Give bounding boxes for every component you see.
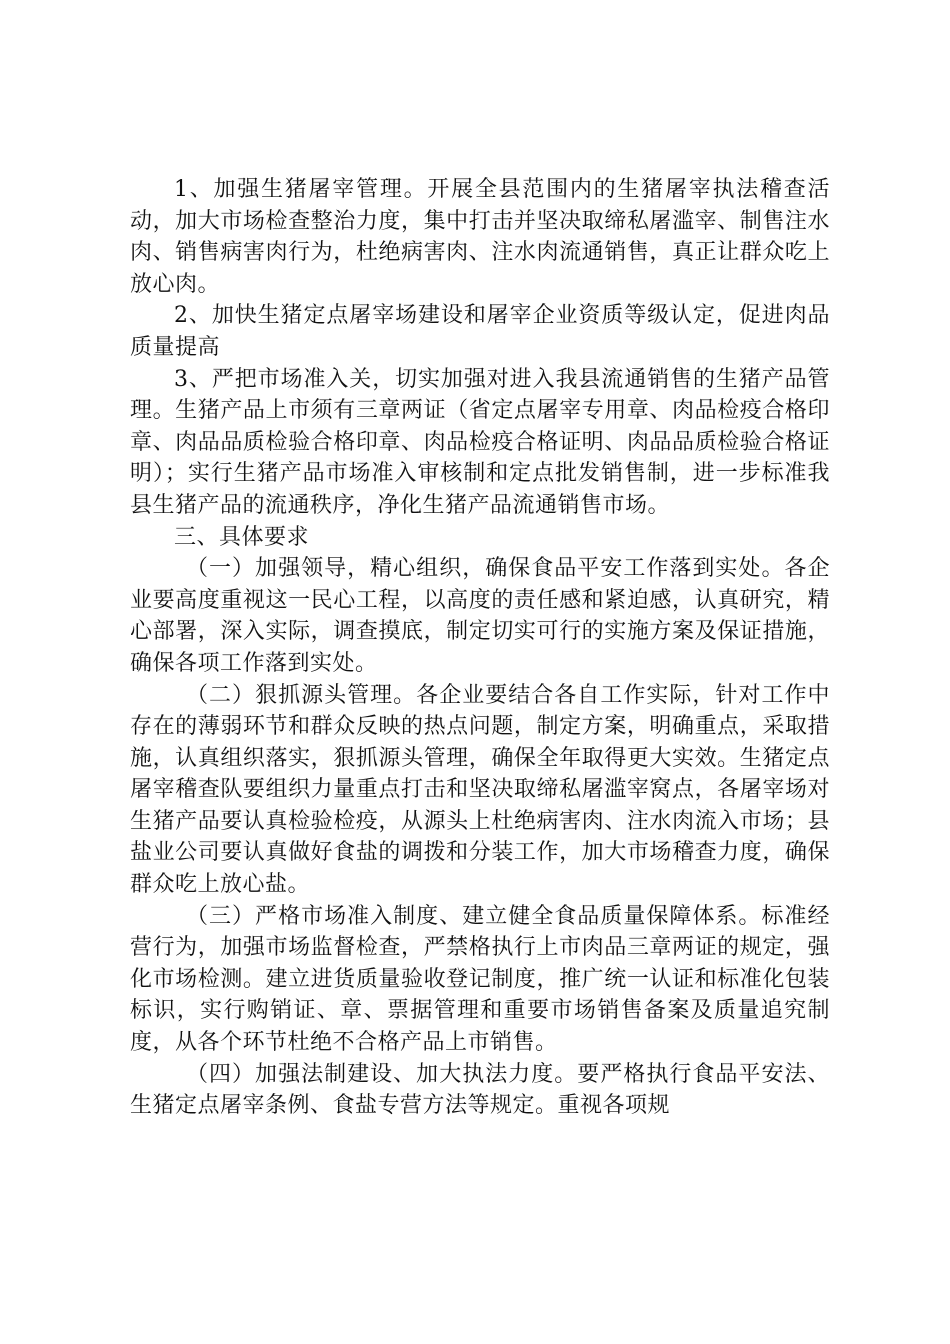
document-body (130, 174, 830, 1122)
paragraph-source-management: （二）狠抓源头管理。各企业要结合各自工作实际，针对工作中存在的薄弱环节和群众反映的热点问题，制定方案，明确重点，采取措施，认真组织落实，狠抓源头管理，确保全年取得更大实效。生猪定点屠宰稽查队要组织力量重点打击和坚决取缔私屠滥宰窝点，各屠宰场对生猪产品要认真检验检疫，从源头上杜绝病害肉、注水肉流入市场；县盐业公司要认真做好食盐的调拨和分装工作，加大市场稽查力度，确保群众吃上放心盐。 (130, 682, 830, 898)
section-heading-specific-requirements: 三、具体要求 (174, 524, 310, 550)
paragraph-market-access: 3、严把市场准入关，切实加强对进入我县流通销售的生猪产品管理。生猪产品上市须有三章两证（省定点屠宰专用章、肉品检疫合格印章、肉品品质检验合格印章、肉品检疫合格证明、肉品品质检验合格证明）；实行生猪产品市场准入审核制和定点批发销售制，进一步标准我县生猪产品的流通秩序，净化生猪产品流通销售市场。 (130, 366, 830, 518)
paragraph-market-access-system: （三）严格市场准入制度、建立健全食品质量保障体系。标准经营行为，加强市场监督检查，严禁格执行上市肉品三章两证的规定，强化市场检测。建立进货质量验收登记制度，推广统一认证和标准化包装标识，实行购销证、章、票据管理和重要市场销售备案及质量追究制度，从各个环节杜绝不合格产品上市销售。 (130, 903, 830, 1056)
paragraph-strengthen-leadership: （一）加强领导，精心组织，确保食品平安工作落到实处。各企业要高度重视这一民心工程，以高度的责任感和紧迫感，认真研究，精心部署，深入实际，调查摸底，制定切实可行的实施方案及保证措施，确保各项工作落到实处。 (130, 556, 830, 676)
paragraph-slaughterhouse-construction: 2、加快生猪定点屠宰场建设和屠宰企业资质等级认定，促进肉品质量提高 (130, 303, 830, 360)
paragraph-pig-slaughter-management: 1、加强生猪屠宰管理。开展全县范围内的生猪屠宰执法稽查活动，加大市场检查整治力度，集中打击并坚决取缔私屠滥宰、制售注水肉、销售病害肉行为，杜绝病害肉、注水肉流通销售，真正让群众吃上放心肉。 (130, 177, 830, 297)
paragraph-legal-enforcement: （四）加强法制建设、加大执法力度。要严格执行食品平安法、生猪定点屠宰条例、食盐专营方法等规定。重视各项规 (130, 1061, 830, 1119)
